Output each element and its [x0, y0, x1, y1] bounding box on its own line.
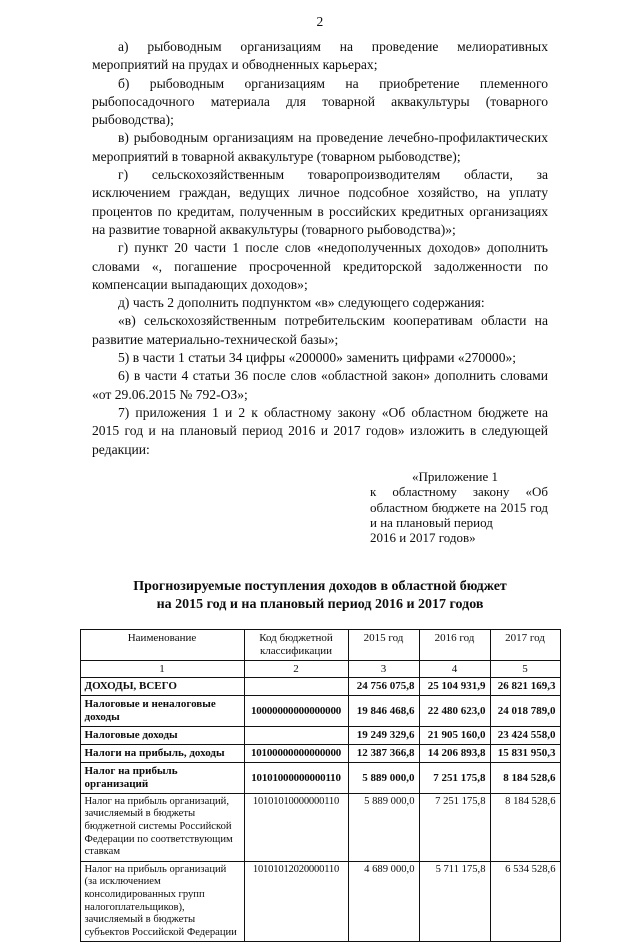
paragraph-g: г) сельскохозяйственным товаропроизводителям области, за исключением граждан, ведущих личное подсобное хозяйство, на уплату процентов по кредитам, полученным в российских кредитных организациях на развитие товарной аквакультуры (товарного рыбоводства)»;: [92, 167, 548, 237]
row-value-2016: 14 206 893,8: [419, 744, 490, 762]
row-value-2017: 6 534 528,6: [490, 861, 560, 942]
row-value-2016: 7 251 175,8: [419, 793, 490, 861]
table-title-line-1: Прогнозируемые поступления доходов в областной бюджет: [133, 578, 507, 594]
row-name: Налог на прибыль организаций (за исключением консолидированных групп налогоплательщиков), зачисляемый в бюджеты субъектов Российской Федерации: [80, 861, 244, 942]
row-name: ДОХОДЫ, ВСЕГО: [80, 677, 244, 695]
table-row: [80, 677, 560, 695]
table-title: [60, 578, 580, 615]
header-year-2015: 2015 год: [348, 629, 419, 660]
document-page: [0, 14, 640, 938]
row-code: [244, 677, 348, 695]
table-header-row: [80, 629, 560, 660]
body-text-block: [92, 38, 548, 459]
row-value-2016: 22 480 623,0: [419, 695, 490, 726]
paragraph-a: а) рыбоводным организациям на проведение мелиоративных мероприятий на прудах и обводненных карьерах;: [92, 39, 548, 73]
row-code: 10000000000000000: [244, 695, 348, 726]
table-row: [80, 744, 560, 762]
row-name: Налоги на прибыль, доходы: [80, 744, 244, 762]
colnum-5: 5: [490, 660, 560, 677]
row-value-2017: 23 424 558,0: [490, 726, 560, 744]
paragraph-v-quote: «в) сельскохозяйственным потребительским кооперативам области на развитие материально-технической базы»;: [92, 313, 548, 347]
colnum-1: 1: [80, 660, 244, 677]
table-row: [80, 726, 560, 744]
row-value-2017: 24 018 789,0: [490, 695, 560, 726]
row-value-2015: 4 689 000,0: [348, 861, 419, 942]
appendix-years: 2016 и 2017 годов»: [370, 530, 476, 546]
colnum-4: 4: [419, 660, 490, 677]
appendix-reference-block: [0, 469, 548, 546]
table-row: [80, 762, 560, 793]
colnum-2: 2: [244, 660, 348, 677]
row-name: Налог на прибыль организаций, зачисляемый в бюджеты бюджетной системы Российской Федерации по соответствующим ставкам: [80, 793, 244, 861]
row-value-2015: 5 889 000,0: [348, 793, 419, 861]
paragraph-b: б) рыбоводным организациям на приобретение племенного рыбопосадочного материала для товарной аквакультуры (товарного рыбоводства);: [92, 75, 548, 128]
table-row: [80, 793, 560, 861]
appendix-law-reference: к областному закону «Об областном бюджете на 2015 год и на плановый период: [370, 484, 548, 531]
row-value-2017: 8 184 528,6: [490, 793, 560, 861]
table-column-number-row: [80, 660, 560, 677]
row-code: 10100000000000000: [244, 744, 348, 762]
table-title-line-2: на 2015 год и на плановый период 2016 и 2017 годов: [156, 597, 484, 613]
header-year-2017: 2017 год: [490, 629, 560, 660]
paragraph-v: в) рыбоводным организациям на проведение лечебно-профилактических мероприятий в товарной аквакультуре (товарном рыбоводстве);: [92, 130, 548, 164]
row-value-2016: 5 711 175,8: [419, 861, 490, 942]
row-code: 10101012020000110: [244, 861, 348, 942]
row-value-2017: 15 831 950,3: [490, 744, 560, 762]
row-value-2017: 8 184 528,6: [490, 762, 560, 793]
header-budget-code: Код бюджетной классификации: [244, 629, 348, 660]
row-value-2015: 24 756 075,8: [348, 677, 419, 695]
paragraph-g2: г) пункт 20 части 1 после слов «недополученных доходов» дополнить словами «, погашение просроченной кредиторской задолженности по компенсации выпадающих доходов»;: [92, 240, 548, 292]
row-name: Налоговые и неналоговые доходы: [80, 695, 244, 726]
row-value-2015: 12 387 366,8: [348, 744, 419, 762]
row-code: [244, 726, 348, 744]
header-name: Наименование: [80, 629, 244, 660]
revenue-table: [80, 629, 561, 942]
paragraph-item-5: 5) в части 1 статьи 34 цифры «200000» заменить цифрами «270000»;: [118, 350, 517, 366]
row-value-2016: 21 905 160,0: [419, 726, 490, 744]
row-value-2015: 19 846 468,6: [348, 695, 419, 726]
header-year-2016: 2016 год: [419, 629, 490, 660]
colnum-3: 3: [348, 660, 419, 677]
row-code: 10101000000000110: [244, 762, 348, 793]
paragraph-item-6: 6) в части 4 статьи 36 после слов «областной закон» дополнить словами «от 29.06.2015 № 792-ОЗ»;: [92, 368, 548, 402]
row-value-2015: 5 889 000,0: [348, 762, 419, 793]
row-value-2015: 19 249 329,6: [348, 726, 419, 744]
appendix-title: «Приложение 1: [412, 468, 499, 484]
table-row: [80, 861, 560, 942]
row-code: 10101010000000110: [244, 793, 348, 861]
table-row: [80, 695, 560, 726]
page-number: 2: [316, 14, 324, 29]
paragraph-item-7: 7) приложения 1 и 2 к областному закону «Об областном бюджете на 2015 год и на плановый период 2016 и 2017 годов» изложить в следующей редакции:: [92, 404, 548, 457]
row-name: Налоговые доходы: [80, 726, 244, 744]
row-name: Налог на прибыль организаций: [80, 762, 244, 793]
row-value-2017: 26 821 169,3: [490, 677, 560, 695]
row-value-2016: 7 251 175,8: [419, 762, 490, 793]
paragraph-d: д) часть 2 дополнить подпунктом «в» следующего содержания:: [118, 295, 485, 311]
row-value-2016: 25 104 931,9: [419, 677, 490, 695]
